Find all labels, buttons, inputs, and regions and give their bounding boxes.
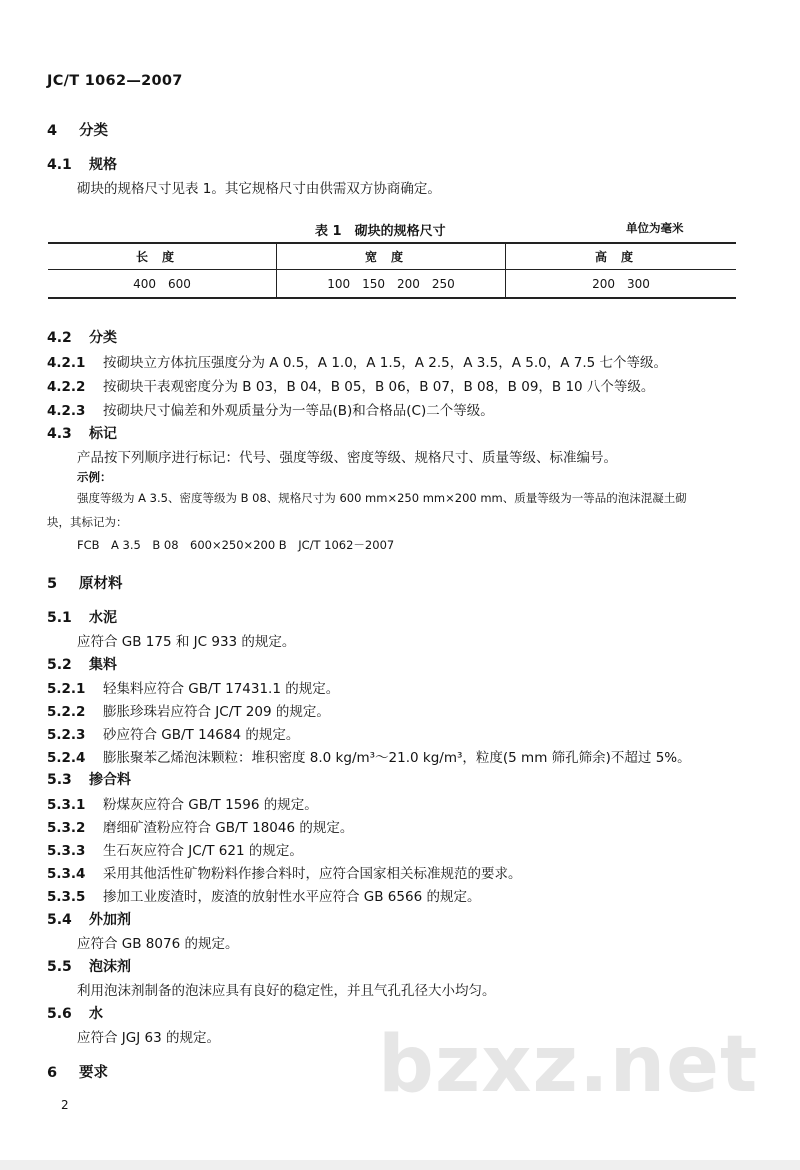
section-number: 5	[47, 576, 58, 592]
section-5-3-heading	[47, 769, 131, 789]
section-number: 4	[47, 123, 58, 139]
clause-number: 5.3.4	[47, 866, 86, 882]
clause-number: 5.2.1	[47, 681, 86, 697]
example-line-1: 强度等级为 A 3.5、密度等级为 B 08、规格尺寸为 600 mm×250 mm×200 mm、质量等级为一等品的泡沫混凝土砌	[77, 491, 687, 505]
section-4-1-text: 砌块的规格尺寸见表 1。其它规格尺寸由供需双方协商确定。	[77, 181, 441, 197]
clause-4-2-1	[47, 351, 667, 371]
standard-number-header: JC/T 1062—2007	[47, 73, 183, 89]
clause-5-2-2	[47, 700, 330, 720]
clause-number: 5.3.2	[47, 820, 86, 836]
clause-text: 轻集料应符合 GB/T 17431.1 的规定。	[103, 681, 340, 697]
clause-number: 5.2.3	[47, 727, 86, 743]
table-header-row	[48, 243, 736, 270]
section-4-heading	[47, 119, 108, 140]
section-5-6-heading	[47, 1003, 103, 1023]
section-number: 4.3	[47, 426, 72, 442]
clause-text: 膨胀珍珠岩应符合 JC/T 209 的规定。	[103, 704, 330, 720]
clause-5-3-1	[47, 793, 318, 813]
clause-text: 砂应符合 GB/T 14684 的规定。	[103, 727, 300, 743]
clause-text: 掺加工业废渣时，废渣的放射性水平应符合 GB 6566 的规定。	[103, 889, 481, 905]
section-number: 5.2	[47, 657, 72, 673]
example-label: 示例：	[77, 470, 112, 484]
page-number: 2	[61, 1098, 69, 1112]
section-title: 标记	[89, 426, 117, 442]
clause-5-2-1	[47, 677, 339, 697]
clause-text: 膨胀聚苯乙烯泡沫颗粒：堆积密度 8.0 kg/m³～21.0 kg/m³，粒度(5 mm 筛孔筛余)不超过 5%。	[103, 750, 691, 766]
clause-number: 4.2.3	[47, 403, 86, 419]
clause-number: 5.3.1	[47, 797, 86, 813]
clause-4-2-2	[47, 375, 654, 395]
section-4-1-heading	[47, 154, 117, 174]
table-row	[48, 270, 736, 299]
section-4-3-heading	[47, 423, 117, 443]
table-cell-length: 400 600	[48, 270, 277, 299]
section-number: 5.3	[47, 772, 72, 788]
section-title: 泡沫剂	[89, 959, 131, 975]
section-number: 6	[47, 1065, 58, 1081]
section-title: 外加剂	[89, 912, 131, 928]
section-5-2-heading	[47, 654, 117, 674]
clause-text: 粉煤灰应符合 GB/T 1596 的规定。	[103, 797, 318, 813]
clause-5-2-4	[47, 746, 691, 766]
section-title: 规格	[89, 157, 117, 173]
clause-text: 按砌块干表观密度分为 B 03，B 04，B 05，B 06，B 07，B 08，B 09，B 10 八个等级。	[103, 379, 655, 395]
section-6-heading	[47, 1061, 108, 1082]
table-header-width: 宽度	[277, 243, 506, 270]
table-header-height: 高度	[506, 243, 737, 270]
clause-text: 按砌块尺寸偏差和外观质量分为一等品(B)和合格品(C)二个等级。	[103, 403, 494, 419]
section-title: 掺合料	[89, 772, 131, 788]
example-line-2: 块，其标记为：	[47, 515, 128, 529]
site-watermark: bzxz.net	[378, 1020, 759, 1110]
table-header-length: 长度	[48, 243, 277, 270]
section-title: 分类	[89, 330, 117, 346]
clause-5-2-3	[47, 723, 299, 743]
clause-number: 5.2.4	[47, 750, 86, 766]
section-5-heading	[47, 572, 123, 593]
clause-number: 5.3.3	[47, 843, 86, 859]
clause-text: 采用其他活性矿物粉料作掺合料时，应符合国家相关标准规范的要求。	[103, 866, 522, 882]
page-bottom-edge	[0, 1160, 800, 1170]
clause-5-3-4	[47, 862, 522, 882]
section-5-6-text: 应符合 JGJ 63 的规定。	[77, 1030, 220, 1046]
table-caption: 表 1 砌块的规格尺寸	[315, 224, 446, 239]
clause-5-3-3	[47, 839, 303, 859]
table-cell-width: 100 150 200 250	[277, 270, 506, 299]
section-4-3-text: 产品按下列顺序进行标记：代号、强度等级、密度等级、规格尺寸、质量等级、标准编号。	[77, 450, 617, 466]
section-number: 4.1	[47, 157, 72, 173]
section-5-1-heading	[47, 607, 117, 627]
clause-4-2-3	[47, 399, 494, 419]
section-5-4-text: 应符合 GB 8076 的规定。	[77, 936, 239, 952]
section-5-1-text: 应符合 GB 175 和 JC 933 的规定。	[77, 634, 296, 650]
section-4-2-heading	[47, 327, 117, 347]
section-5-4-heading	[47, 909, 131, 929]
table-unit: 单位为毫米	[626, 221, 684, 235]
section-number: 5.5	[47, 959, 72, 975]
clause-text: 按砌块立方体抗压强度分为 A 0.5，A 1.0，A 1.5，A 2.5，A 3.5，A 5.0，A 7.5 七个等级。	[103, 355, 668, 371]
clause-text: 生石灰应符合 JC/T 621 的规定。	[103, 843, 303, 859]
section-title: 集料	[89, 657, 117, 673]
section-5-5-heading	[47, 956, 131, 976]
section-title: 要求	[79, 1065, 108, 1081]
section-number: 5.4	[47, 912, 72, 928]
clause-5-3-2	[47, 816, 353, 836]
section-title: 水泥	[89, 610, 117, 626]
clause-number: 5.2.2	[47, 704, 86, 720]
section-title: 原材料	[79, 576, 123, 592]
section-5-5-text: 利用泡沫剂制备的泡沫应具有良好的稳定性，并且气孔孔径大小均匀。	[77, 983, 496, 999]
clause-number: 4.2.2	[47, 379, 86, 395]
section-number: 5.6	[47, 1006, 72, 1022]
clause-number: 4.2.1	[47, 355, 86, 371]
clause-5-3-5	[47, 885, 480, 905]
section-title: 分类	[79, 123, 108, 139]
example-marking-code: FCB A 3.5 B 08 600×250×200 B JC/T 1062－2007	[77, 538, 395, 552]
clause-text: 磨细矿渣粉应符合 GB/T 18046 的规定。	[103, 820, 354, 836]
clause-number: 5.3.5	[47, 889, 86, 905]
section-number: 4.2	[47, 330, 72, 346]
spec-size-table	[48, 242, 736, 299]
section-title: 水	[89, 1006, 103, 1022]
section-number: 5.1	[47, 610, 72, 626]
table-cell-height: 200 300	[506, 270, 737, 299]
